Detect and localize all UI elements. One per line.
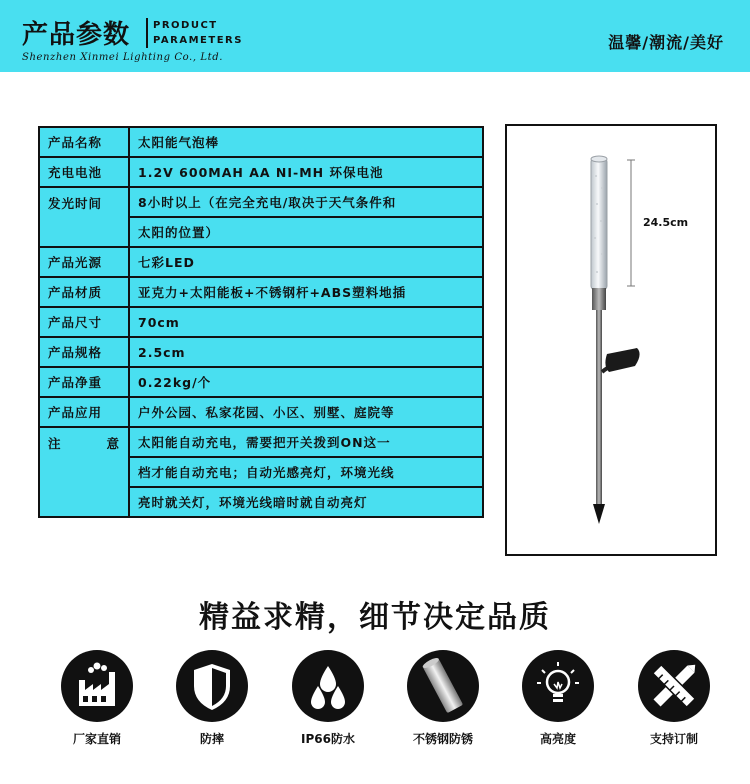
shield-icon [176, 650, 248, 722]
spec-label: 发光时间 [39, 187, 129, 247]
feature-label: IP66防水 [301, 732, 355, 746]
spec-value: 亚克力+太阳能板+不锈钢杆+ABS塑料地插 [129, 277, 483, 307]
spec-value-cont: 太阳的位置） [129, 217, 483, 247]
solar-bubble-stick-illustration [507, 126, 715, 554]
spec-value: 太阳能气泡棒 [129, 127, 483, 157]
table-row [39, 127, 483, 157]
feature-customization [634, 650, 714, 747]
feature-drop-proof [172, 650, 252, 747]
tagline: 精益求精，细节决定品质 [199, 600, 551, 635]
header-divider [146, 18, 148, 48]
table-row [39, 397, 483, 427]
spec-value: 0.22kg/个 [129, 367, 483, 397]
feature-label: 支持订制 [649, 732, 698, 746]
note-label-char2: 意 [106, 436, 120, 451]
table-row [39, 187, 483, 217]
feature-label: 防摔 [199, 732, 224, 746]
spec-value: 七彩LED [129, 247, 483, 277]
header-en-line1: PRODUCT [153, 20, 218, 31]
customize-tools-icon [638, 650, 710, 722]
header-en-line2: PARAMETERS [153, 35, 243, 46]
spec-value-cont: 亮时就关灯，环境光线暗时就自动亮灯 [129, 487, 483, 517]
feature-high-brightness [518, 650, 598, 747]
header-banner [0, 0, 750, 72]
header-slogan: 温馨/潮流/美好 [608, 33, 724, 52]
feature-waterproof [288, 650, 368, 747]
spec-label: 产品尺寸 [39, 307, 129, 337]
spec-label: 产品规格 [39, 337, 129, 367]
company-name: Shenzhen Xinmei Lighting Co., Ltd. [22, 52, 224, 63]
product-photo [505, 124, 717, 556]
table-row [39, 367, 483, 397]
spec-label: 产品光源 [39, 247, 129, 277]
spec-label: 产品材质 [39, 277, 129, 307]
spec-value: 1.2V 600MAH AA NI-MH 环保电池 [129, 157, 483, 187]
spec-value: 8小时以上（在完全充电/取决于天气条件和 [129, 187, 483, 217]
spec-value: 70cm [129, 307, 483, 337]
spec-value: 太阳能自动充电，需要把开关拨到ON这一 [129, 427, 483, 457]
feature-stainless-steel [403, 650, 483, 747]
table-row [39, 427, 483, 457]
dimension-label: 24.5cm [643, 216, 689, 229]
spec-label: 产品净重 [39, 367, 129, 397]
table-row [39, 277, 483, 307]
spec-label-note [39, 427, 129, 517]
table-row [39, 157, 483, 187]
spec-table [38, 126, 484, 518]
spec-label: 产品应用 [39, 397, 129, 427]
feature-label: 厂家直销 [72, 732, 121, 746]
note-label-char1: 注 [48, 436, 62, 451]
feature-label: 不锈钢防锈 [412, 732, 473, 746]
spec-value: 2.5cm [129, 337, 483, 367]
table-row [39, 307, 483, 337]
spec-value: 户外公园、私家花园、小区、别墅、庭院等 [129, 397, 483, 427]
header-title: 产品参数 [22, 20, 131, 50]
factory-icon [61, 650, 133, 722]
spec-value-cont: 档才能自动充电；自动光感亮灯，环境光线 [129, 457, 483, 487]
table-row [39, 247, 483, 277]
spec-label: 充电电池 [39, 157, 129, 187]
feature-factory-direct [57, 650, 137, 747]
steel-tube-icon [407, 650, 479, 722]
water-drops-icon [292, 650, 364, 722]
light-bulb-icon [522, 650, 594, 722]
spec-label: 产品名称 [39, 127, 129, 157]
table-row [39, 337, 483, 367]
feature-label: 高亮度 [539, 732, 576, 746]
